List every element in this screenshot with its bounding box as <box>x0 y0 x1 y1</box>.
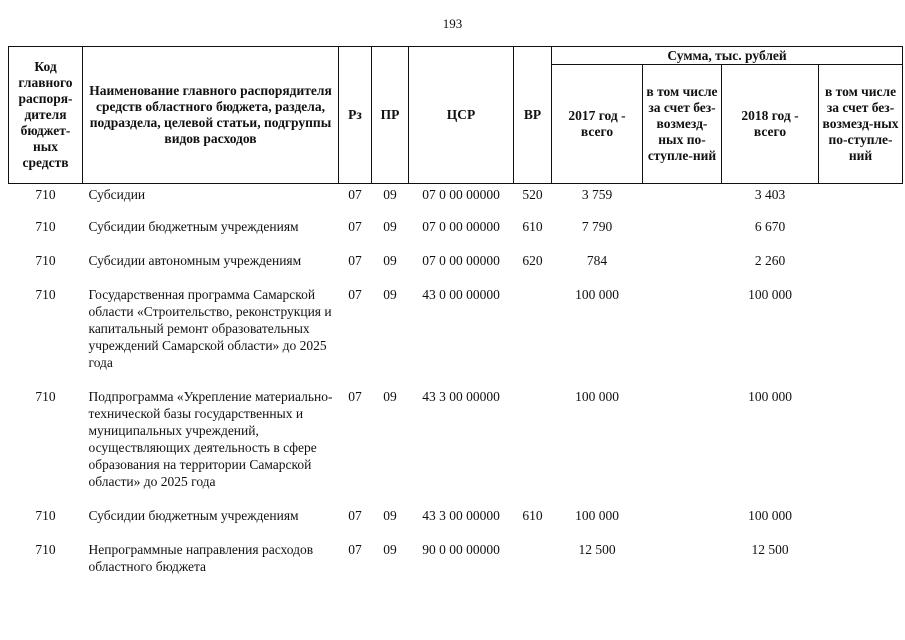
cell-2017-total: 12 500 <box>578 541 616 557</box>
cell-2017-free <box>643 218 722 252</box>
cell-2018-free <box>819 184 903 218</box>
cell-name: Субсидии автономным учреждениям <box>88 252 302 268</box>
cell-code: 710 <box>35 286 56 302</box>
header-2017-free: в том числе за счет без-возмезд-ных по-ступле-ний <box>643 65 722 184</box>
cell-2018-total: 100 000 <box>748 507 792 523</box>
cell-2018-total: 6 670 <box>754 218 786 234</box>
cell-2017-free <box>643 286 722 388</box>
cell-csr: 07 0 00 00000 <box>422 187 500 202</box>
table-row <box>9 286 903 388</box>
cell-2017-free <box>643 252 722 286</box>
cell-2017-total: 100 000 <box>575 388 619 404</box>
cell-csr: 07 0 00 00000 <box>422 218 500 234</box>
table-row <box>9 541 903 575</box>
cell-2017-total: 3 759 <box>581 187 613 202</box>
cell-vr: 610 <box>522 218 543 234</box>
cell-pr: 09 <box>383 286 397 302</box>
cell-pr: 09 <box>383 541 397 557</box>
cell-rz: 07 <box>348 286 362 302</box>
cell-2018-total: 100 000 <box>748 388 792 404</box>
cell-name: Субсидии <box>88 187 146 202</box>
cell-pr: 09 <box>383 507 397 523</box>
cell-2018-free <box>819 252 903 286</box>
cell-2018-free <box>819 541 903 575</box>
cell-csr: 43 0 00 00000 <box>422 286 500 302</box>
cell-rz: 07 <box>348 388 362 404</box>
cell-csr: 90 0 00 00000 <box>422 541 500 557</box>
cell-name: Подпрограмма «Укрепление материально-технической базы государственных и муниципальных учреждений, осуществляющих деятельность в сфере образования на территории Самарской области» до 2025 года <box>88 388 333 489</box>
cell-code: 710 <box>35 252 56 268</box>
cell-pr: 09 <box>383 388 397 404</box>
cell-2018-total: 2 260 <box>754 252 786 268</box>
header-2017-total: 2017 год - всего <box>552 65 643 184</box>
header-vr: ВР <box>514 47 552 184</box>
page-number: 193 <box>442 16 463 31</box>
budget-table <box>8 46 903 575</box>
header-2018-free: в том числе за счет без-возмезд-ных по-ступле-ний <box>819 65 903 184</box>
cell-rz: 07 <box>348 252 362 268</box>
cell-rz: 07 <box>348 541 362 557</box>
cell-2017-free <box>643 388 722 507</box>
table-row <box>9 388 903 507</box>
cell-csr: 07 0 00 00000 <box>422 252 500 268</box>
cell-name: Субсидии бюджетным учреждениям <box>88 218 299 234</box>
cell-rz: 07 <box>348 507 362 523</box>
cell-pr: 09 <box>383 252 397 268</box>
cell-2017-free <box>643 541 722 575</box>
cell-2018-free <box>819 218 903 252</box>
cell-2017-total: 100 000 <box>575 286 619 302</box>
cell-pr: 09 <box>383 187 397 202</box>
cell-vr: 620 <box>522 252 543 268</box>
cell-vr <box>514 541 552 575</box>
cell-2017-total: 7 790 <box>581 218 613 234</box>
cell-2017-total: 784 <box>586 252 608 268</box>
cell-code: 710 <box>35 507 56 523</box>
cell-2018-free <box>819 507 903 541</box>
cell-code: 710 <box>35 187 56 202</box>
header-pr: ПР <box>372 47 409 184</box>
cell-2018-total: 12 500 <box>751 541 789 557</box>
header-sum: Сумма, тыс. рублей <box>552 47 903 65</box>
cell-code: 710 <box>35 541 56 557</box>
cell-csr: 43 3 00 00000 <box>422 507 500 523</box>
cell-2017-free <box>643 507 722 541</box>
cell-vr <box>514 286 552 388</box>
table-row <box>9 184 903 218</box>
cell-vr <box>514 388 552 507</box>
cell-2018-free <box>819 388 903 507</box>
cell-vr: 520 <box>522 187 543 202</box>
cell-2017-free <box>643 184 722 218</box>
header-code: Код главного распоря-дителя бюджет-ных средств <box>9 47 83 184</box>
cell-2018-total: 100 000 <box>748 286 792 302</box>
cell-rz: 07 <box>348 218 362 234</box>
cell-rz: 07 <box>348 187 362 202</box>
cell-name: Субсидии бюджетным учреждениям <box>88 507 299 523</box>
table-row <box>9 218 903 252</box>
cell-csr: 43 3 00 00000 <box>422 388 500 404</box>
cell-2018-free <box>819 286 903 388</box>
header-csr: ЦСР <box>409 47 514 184</box>
cell-2017-total: 100 000 <box>575 507 619 523</box>
cell-vr: 610 <box>522 507 543 523</box>
cell-2018-total: 3 403 <box>754 187 786 202</box>
header-rz: Рз <box>339 47 372 184</box>
table-row <box>9 507 903 541</box>
cell-name: Непрограммные направления расходов областного бюджета <box>88 541 314 574</box>
cell-name: Государственная программа Самарской области «Строительство, реконструкция и капитальный ремонт образовательных учреждений Самарской области» до 2025 года <box>88 286 332 370</box>
cell-pr: 09 <box>383 218 397 234</box>
header-2018-total: 2018 год - всего <box>722 65 819 184</box>
table-row <box>9 252 903 286</box>
cell-code: 710 <box>35 218 56 234</box>
cell-code: 710 <box>35 388 56 404</box>
header-name: Наименование главного распорядителя средств областного бюджета, раздела, подраздела, целевой статьи, подгруппы видов расходов <box>83 47 339 184</box>
